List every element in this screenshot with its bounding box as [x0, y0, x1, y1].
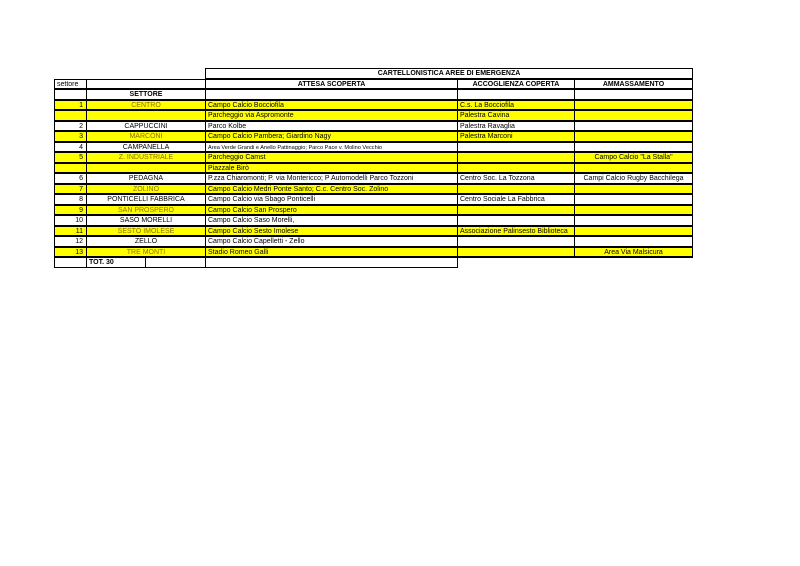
- table-row: [54, 110, 693, 121]
- header-attesa[interactable]: ATTESA SCOPERTA: [205, 79, 458, 90]
- total-row: [54, 257, 693, 268]
- table-row: [54, 121, 693, 132]
- cell-attesa[interactable]: Campo Calcio via Sbago Ponticelli: [205, 194, 458, 205]
- cell-settore[interactable]: [86, 163, 206, 174]
- table-row: [54, 226, 693, 237]
- cell-accoglienza[interactable]: Centro Soc. La Tozzona: [457, 173, 575, 184]
- header-settore-num[interactable]: settore: [54, 79, 87, 90]
- cell-attesa[interactable]: Piazzale Birò: [205, 163, 458, 174]
- cell-ammassamento[interactable]: Campi Calcio Rugby Bacchilega: [574, 173, 693, 184]
- table-row: [54, 205, 693, 216]
- cell-attesa[interactable]: Stadio Romeo Galli: [205, 247, 458, 258]
- cell-settore[interactable]: SAN PROSPERO: [86, 205, 206, 216]
- cell-num[interactable]: 4: [54, 142, 87, 153]
- table-row: [54, 194, 693, 205]
- cell-settore[interactable]: PONTICELLI FABBRICA: [86, 194, 206, 205]
- cell-settore[interactable]: SESTO IMOLESE: [86, 226, 206, 237]
- header-accoglienza[interactable]: ACCOGLIENZA COPERTA: [457, 79, 575, 90]
- table-row: [54, 142, 693, 153]
- cell-settore[interactable]: ZELLO: [86, 236, 206, 247]
- cell-ammassamento[interactable]: Area Via Malsicura: [574, 247, 693, 258]
- cell-accoglienza[interactable]: Centro Sociale La Fabbrica: [457, 194, 575, 205]
- cell-accoglienza[interactable]: [457, 205, 575, 216]
- subheader-blank-accoglienza[interactable]: [457, 89, 575, 100]
- cell-num[interactable]: 9: [54, 205, 87, 216]
- cell-settore[interactable]: ZOLINO: [86, 184, 206, 195]
- table-row: [54, 184, 693, 195]
- header-blank[interactable]: [86, 79, 206, 90]
- table-row: [54, 215, 693, 226]
- cell-num[interactable]: 3: [54, 131, 87, 142]
- cell-accoglienza[interactable]: Palestra Marconi: [457, 131, 575, 142]
- cell-ammassamento[interactable]: [574, 131, 693, 142]
- cell-ammassamento[interactable]: [574, 121, 693, 132]
- table-row: [54, 173, 693, 184]
- cell-accoglienza[interactable]: [457, 236, 575, 247]
- cell-settore[interactable]: CAMPANELLA: [86, 142, 206, 153]
- cell-attesa[interactable]: Campo Calcio San Prospero: [205, 205, 458, 216]
- cell-ammassamento[interactable]: Campo Calcio "La Stalla": [574, 152, 693, 163]
- total-blank-attesa[interactable]: [205, 257, 458, 268]
- cell-num[interactable]: 11: [54, 226, 87, 237]
- cell-ammassamento[interactable]: [574, 184, 693, 195]
- cell-accoglienza[interactable]: [457, 184, 575, 195]
- cell-num[interactable]: [54, 110, 87, 121]
- cell-num[interactable]: 2: [54, 121, 87, 132]
- cell-num[interactable]: 6: [54, 173, 87, 184]
- sheet-title[interactable]: CARTELLONISTICA AREE DI EMERGENZA: [205, 68, 693, 79]
- title-row: [54, 68, 693, 79]
- table-row: [54, 100, 693, 111]
- table-row: [54, 247, 693, 258]
- total-blank-b[interactable]: [145, 257, 206, 268]
- cell-settore[interactable]: CAPPUCCINI: [86, 121, 206, 132]
- header-row: [54, 79, 693, 90]
- cell-accoglienza[interactable]: [457, 142, 575, 153]
- total-blank-rest: [457, 257, 693, 268]
- cell-accoglienza[interactable]: Associazione Palinsesto Biblioteca: [457, 226, 575, 237]
- cell-attesa[interactable]: Area Verde Grandi e Anello Pattinaggio; Parco Pace v. Molino Vecchio: [205, 142, 458, 153]
- cell-attesa[interactable]: Campo Calcio Capelletti - Zello: [205, 236, 458, 247]
- cell-num[interactable]: 7: [54, 184, 87, 195]
- cell-num[interactable]: 13: [54, 247, 87, 258]
- cell-ammassamento[interactable]: [574, 100, 693, 111]
- cell-accoglienza[interactable]: Palestra Ravaglia: [457, 121, 575, 132]
- cell-ammassamento[interactable]: [574, 163, 693, 174]
- subheader-row: [54, 89, 693, 100]
- subheader-blank-num[interactable]: [54, 89, 87, 100]
- cell-settore[interactable]: CENTRO: [86, 100, 206, 111]
- cell-attesa[interactable]: Campo Calcio Sesto Imolese: [205, 226, 458, 237]
- cell-accoglienza[interactable]: Palestra Cavina: [457, 110, 575, 121]
- cell-attesa[interactable]: P.zza Chiaromonti; P. via Montericco; P Automodelli Parco Tozzoni: [205, 173, 458, 184]
- cell-attesa[interactable]: Campo Calcio Medri Ponte Santo; C.c. Centro Soc. Zolino: [205, 184, 458, 195]
- cell-settore[interactable]: [86, 110, 206, 121]
- cell-attesa[interactable]: Parcheggio via Aspromonte: [205, 110, 458, 121]
- header-ammassamento[interactable]: AMMASSAMENTO: [574, 79, 693, 90]
- subheader-blank-attesa[interactable]: [205, 89, 458, 100]
- cell-ammassamento[interactable]: [574, 110, 693, 121]
- cell-num[interactable]: 1: [54, 100, 87, 111]
- cell-ammassamento[interactable]: [574, 226, 693, 237]
- cell-num[interactable]: 8: [54, 194, 87, 205]
- subheader-blank-ammassamento[interactable]: [574, 89, 693, 100]
- cell-attesa[interactable]: Campo Calcio Bocciofila: [205, 100, 458, 111]
- cell-settore[interactable]: Z. INDUSTRIALE: [86, 152, 206, 163]
- header-settore[interactable]: SETTORE: [86, 89, 206, 100]
- cell-accoglienza[interactable]: C.s. La Bocciofila: [457, 100, 575, 111]
- cell-ammassamento[interactable]: [574, 194, 693, 205]
- cell-ammassamento[interactable]: [574, 236, 693, 247]
- cell-num[interactable]: 10: [54, 215, 87, 226]
- cell-accoglienza[interactable]: [457, 163, 575, 174]
- table-row: [54, 163, 693, 174]
- table-row: [54, 131, 693, 142]
- cell-settore[interactable]: SASO MORELLI: [86, 215, 206, 226]
- cell-accoglienza[interactable]: [457, 215, 575, 226]
- cell-settore[interactable]: TRE MONTI: [86, 247, 206, 258]
- cell-ammassamento[interactable]: [574, 142, 693, 153]
- cell-num[interactable]: [54, 163, 87, 174]
- cell-ammassamento[interactable]: [574, 215, 693, 226]
- total-blank-num[interactable]: [54, 257, 87, 268]
- cell-num[interactable]: 12: [54, 236, 87, 247]
- cell-ammassamento[interactable]: [574, 205, 693, 216]
- cell-settore[interactable]: MARCONI: [86, 131, 206, 142]
- cell-attesa[interactable]: Campo Calcio Pambera; Giardino Nagy: [205, 131, 458, 142]
- cell-attesa[interactable]: Parco Kolbe: [205, 121, 458, 132]
- cell-num[interactable]: 5: [54, 152, 87, 163]
- total-label[interactable]: TOT. 30: [86, 257, 146, 268]
- table-row: [54, 152, 693, 163]
- emergency-areas-sheet: [54, 68, 693, 271]
- cell-accoglienza[interactable]: [457, 152, 575, 163]
- cell-accoglienza[interactable]: [457, 247, 575, 258]
- cell-attesa[interactable]: Parcheggio Camst: [205, 152, 458, 163]
- table-row: [54, 236, 693, 247]
- cell-settore[interactable]: PEDAGNA: [86, 173, 206, 184]
- cell-attesa[interactable]: Campo Calcio Saso Morelli,: [205, 215, 458, 226]
